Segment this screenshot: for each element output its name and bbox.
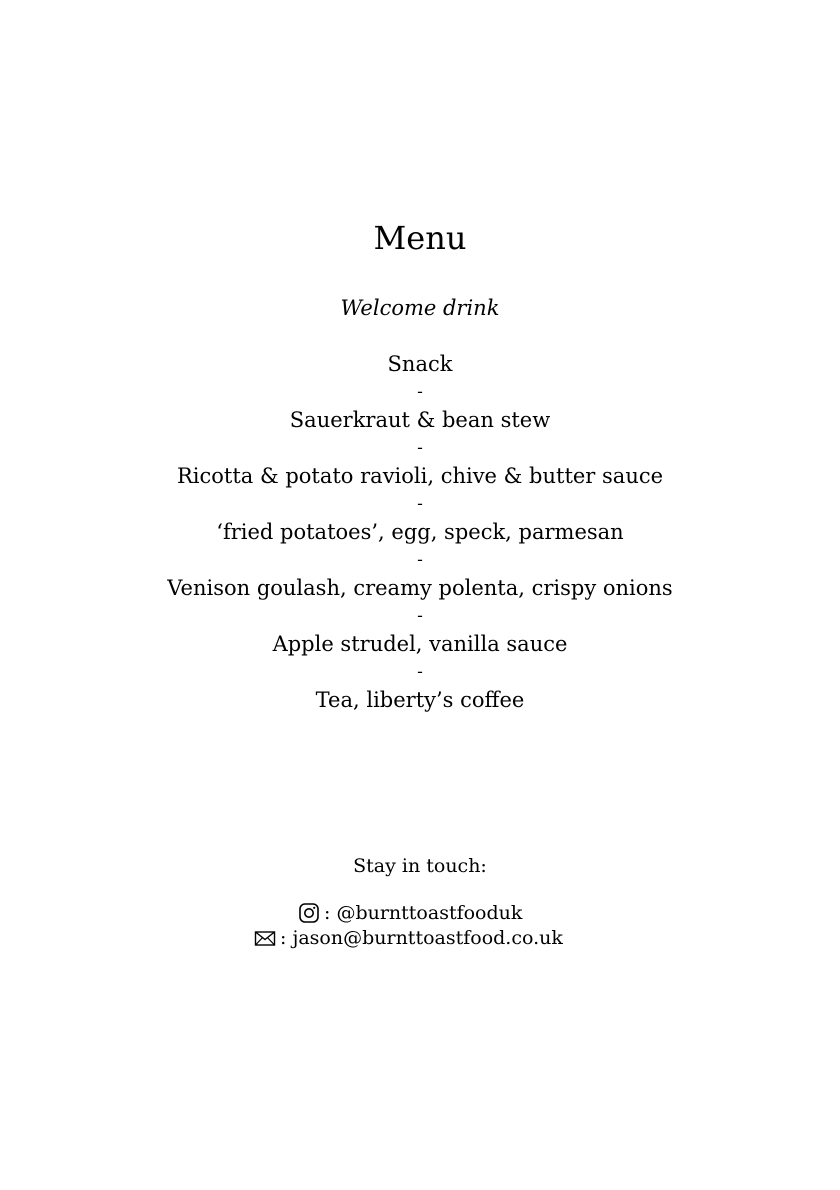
course-separator: - [417,494,423,514]
course-item: Sauerkraut & bean stew [289,408,551,432]
course-item: Tea, liberty’s coffee [315,688,525,712]
welcome-drink: Welcome drink [340,296,500,320]
course-separator: - [417,662,423,682]
contact-heading: Stay in touch: [353,855,487,877]
mail-icon [254,927,276,949]
instagram-contact[interactable] [298,900,522,926]
menu-title: Menu [373,219,467,257]
course-separator: - [417,606,423,626]
course-separator: - [417,550,423,570]
email-contact[interactable] [254,925,563,951]
email-address: : jason@burnttoastfood.co.uk [280,927,563,949]
course-item: ‘fried potatoes’, egg, speck, parmesan [216,520,624,544]
course-separator: - [417,438,423,458]
course-list [0,350,840,714]
course-item: Venison goulash, creamy polenta, crispy onions [167,576,673,600]
course-separator: - [417,382,423,402]
instagram-handle: : @burnttoastfooduk [324,902,523,924]
course-item: Ricotta & potato ravioli, chive & butter sauce [176,464,664,488]
course-item: Snack [387,352,453,376]
instagram-icon [298,902,320,924]
course-item: Apple strudel, vanilla sauce [272,632,568,656]
